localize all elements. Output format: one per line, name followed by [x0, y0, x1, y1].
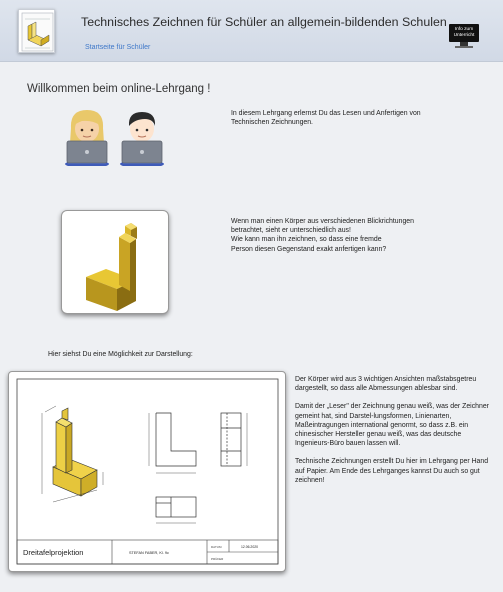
man-with-laptop-icon: [117, 108, 167, 166]
intro-text: In diesem Lehrgang erlernst Du das Lesen und Anfertigen von Technischen Zeichnungen.: [231, 110, 421, 127]
title-block-check-label: PRÜFER: [211, 557, 224, 561]
title-block-date-label: DATUM: [211, 545, 222, 549]
woman-with-laptop-icon: [62, 108, 112, 166]
title-block-date: 12.06.2020: [241, 545, 258, 549]
technical-drawing-image: [8, 371, 286, 572]
welcome-heading: Willkommen beim online-Lehrgang !: [27, 83, 211, 95]
info-button[interactable]: Info zum Unterricht: [449, 24, 479, 42]
question-line: Wenn man einen Körper aus verschiedenen Blickrichtungen: [231, 218, 414, 225]
title-block-author: STEFAN FABER, Kl. 9c: [129, 551, 169, 555]
dreitafelprojektion-drawing: [9, 372, 285, 571]
monitor-base-icon: [455, 46, 473, 48]
explanation-paragraph: Technische Zeichnungen erstellt Du hier im Lehrgang per Hand auf Papier. Am Ende des Lehrganges kannst Du auch so gut zeichnen!: [295, 458, 489, 484]
site-title: Technisches Zeichnen für Schüler an allgemein-bildenden Schulen: [81, 15, 447, 29]
isometric-l-block-logo-icon: [19, 10, 56, 54]
question-line: betrachtet, sieht er unterschiedlich aus!: [231, 227, 351, 235]
logo[interactable]: [18, 9, 55, 53]
explanation-paragraph: Damit der „Leser" der Zeichnung genau weiß, was der Zeichner gemeint hat, sind Darstel-lungsformen, Linienarten, Maßeintragungen international genormt, so dass z.B. ein chinesischer Hersteller genau weiß, was das deutsche Ingenieurs-Büro bauen lassen will.: [295, 403, 489, 448]
section-label: Hier siehst Du eine Möglichkeit zur Darstellung:: [48, 351, 193, 358]
explanation-text: [295, 375, 495, 485]
question-line: Wie kann man ihn zeichnen, so dass eine fremde: [231, 236, 382, 244]
yellow-l-block-icon: [62, 211, 168, 313]
nav-link-startseite[interactable]: Startseite für Schüler: [85, 44, 151, 51]
site-header: [0, 0, 503, 62]
question-text: [231, 217, 461, 254]
title-block-name: Dreitafelprojektion: [23, 548, 84, 557]
question-line: Person diesen Gegenstand exakt anfertigen kann?: [231, 245, 387, 253]
explanation-paragraph: Der Körper wird aus 3 wichtigen Ansichten maßstabsgetreu dargestellt, so dass alle Abmessungen ablesbar sind.: [295, 376, 477, 393]
3d-block-image: [61, 210, 169, 314]
